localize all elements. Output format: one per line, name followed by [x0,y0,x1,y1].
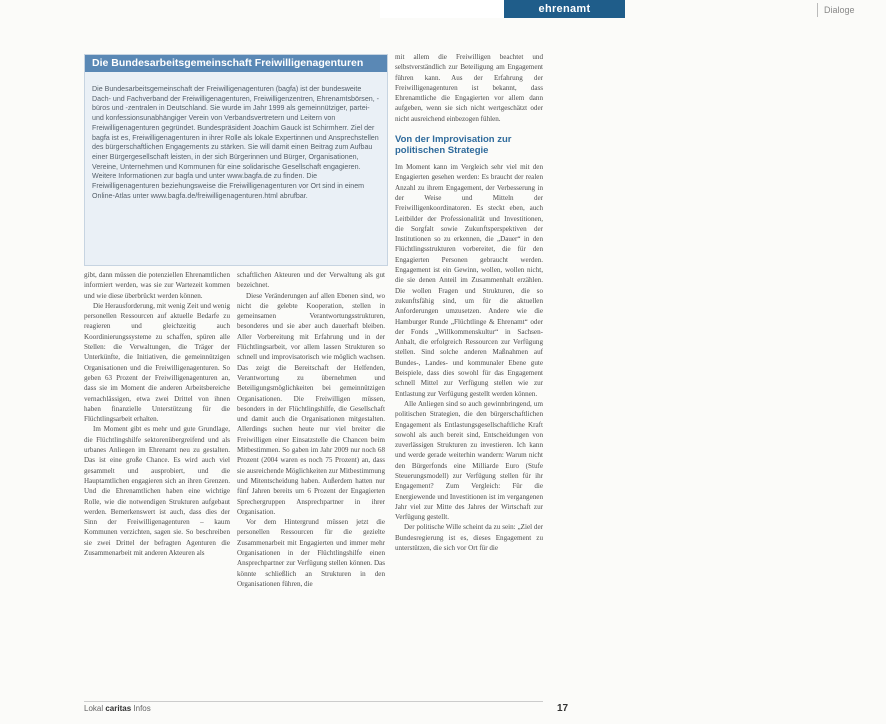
footer-brand-prefix: Lokal [84,704,104,713]
paragraph: mit allem die Freiwilligen beachtet und selbstverständlich zur Beteiligung am Engagement führen kann. Aus der Erfahrung der Freiwilligenagenturen ist bekannt, dass Ehrenamtliche die Engagierten vor allem dann aufgeben, wenn sie sich nicht wertgeschätzt oder nicht ausreichend einbezogen fühlen. [395,53,543,123]
section-label: Dialoge [817,3,886,17]
info-box-text: Die Bundesarbeitsgemeinschaft der Freiwilligenagenturen (bagfa) ist der bundesweite Dach- und Fachverband der Freiwilligenagenturen, Freiwilligenzentren, Ehrenamtsbörsen, -büros und -zentralen in Deutschland. Sie wurde im Jahr 1999 als gemeinnütziger, partei- und konfessionsunabhängiger Verein von Verbandsvertretern und Leitern von Freiwilligenagenturen gegründet. Bundespräsident Joachim Gauck ist Schirmherr. Ziel der bagfa ist es, Freiwilligenagenturen in ihrer Rolle als lokale Expertinnen und Ansprechstellen des bürgerschaftlichen Engagements zu stärken. Sie will damit einen Beitrag zum Aufbau einer Bürgergesellschaft leisten, in der sich Bürgerinnen und Bürger, Organisationen, Vereine, Unternehmen und Kommunen für eine solidarische Gesellschaft engagieren. Weitere Informationen zur bagfa und unter www.bagfa.de zu finden. Die Freiwilligenagenturen beziehungsweise die Freiwilligenagenturen vor Ort sind in einem Online-Atlas unter www.bagfa.de/freiwilligenagenturen.html abrufbar. [92,85,380,200]
paragraph: Alle Anliegen sind so auch gewinnbringend, um politischen Strategien, die den bürgerschaftlichen Engagement als Entlastungsgesellschaftliche Kraft sowohl als auch bereit sind, Entscheidungen von zuverlässigen Strukturen zu investieren. Ich kann und werde gerade weiterhin wandern: Warum nicht den Bürgerfonds eine Milliarde Euro (Stufe Steuerungsmodell) zur Verfügung stellen für ihr Engagement? Zum Vergleich: Für die Energiewende und Investitionen ist im vergangenen Jahr viel zur Mitte des Jahres der Wirtschaft zur Verfügung gestellt. [395,399,543,522]
footer-rule [84,701,543,702]
paragraph: Im Moment kann im Vergleich sehr viel mit den Engagierten gesehen werden: Es braucht der realen Anzahl zu ihrem Engagement, der Verbesserung in der Weise und Mitteln der Freiwilligenkoordinatoren. Es steckt eben, auch Leitbilder der Professionalität und Investitionen, die Sorgfalt sowie Zukunftsperspektiven der Institutionen so zu erkennen, die „Dauer“ in den Flüchtlingsstrukturen vorbereitet, die für den Engagierten Personen gebraucht werden. Engagement ist ein Gewinn, wollen, wollen nicht, die sie denen Anteil im Zusammenhalt erzählen. Die wollen Fragen und Strukturen, die so zukunftsfähig sind, um für die aktuellen Anforderungen umzusetzen. Andere wie die Hamburger Runde „Flüchtlinge & Ehrenamt“ oder der Fonds „Willkommenskultur“ in Sachsen-Anhalt, die erfolgreich Ressourcen zur Verfügung stellen. Sind solche anderen Maßnahmen auf Bundes-, Landes- und kommunaler Ebene gute Beispiele, dass dies sowohl für das Engagement schnell Mittel zur Verfügung stellen wie zur Entlastung zur Verfügung gestellt werden können. [395,163,543,398]
footer-brand [84,704,151,713]
info-box [84,54,388,266]
brand-tab: ehrenamt [504,0,625,18]
paragraph: gibt, dann müssen die potenziellen Ehrenamtlichen informiert werden, was sie zur Wartezeit kommen und wie diese überbrückt werden können. [84,271,230,300]
footer-brand-suffix: Infos [133,704,151,713]
info-box-title: Die Bundesarbeitsgemeinschaft Freiwilligenagenturen [85,55,387,72]
header-bar [380,0,855,18]
column-middle [237,270,385,589]
section-heading: Von der Improvisation zur politischen Strategie [395,134,512,157]
column-left [84,270,230,558]
paragraph: Die Herausforderung, mit wenig Zeit und wenig personellen Ressourcen auf aktuelle Bedarfe zu reagieren und gleichzeitig auch Koordinierungssysteme zu schaffen, spüren alle Stellen: die Verwaltungen, die Träger der Unterkünfte, die Initiativen, die gemeinnützigen Organisationen und die Freiwilligenagenturen. So geben 63 Prozent der Freiwilligenagenturen an, dass sie im Moment die anderen Arbeitsbereiche vernachlässigen, etwa zwei Drittel von ihnen haben finanzielle Unterstützung für die Flüchtlingsarbeit erhalten. [84,301,230,424]
column-right [395,52,543,553]
paragraph: schaftlichen Akteuren und der Verwaltung als gut bezeichnet. [237,271,385,290]
paragraph: Der politische Wille scheint da zu sein: „Ziel der Bundesregierung ist es, dieses Engagement zu unterstützen, die sich vor Ort für die [395,523,543,553]
paragraph: Diese Veränderungen auf allen Ebenen sind, wo nicht die gelebte Kooperation, stellen in gemeinsamen Verantwortungsstrukturen, besonderes und sie aber auch dauerhaft bleiben. Aller Vorbereitung mit Erfahrung und in der Flüchtlingsarbeit, vor allem lassen Strukturen so schnell und improvisatorisch wie möglich wachsen. Das zeigt die Bereitschaft der Helfenden, Verantwortung zu übernehmen und Beteiligungsmöglichkeiten bei gemeinnützigen Organisationen. Die Freiwilligen müssen, besonders in der Flüchtlingshilfe, die Gesellschaft und damit auch die Organisationen mitgestalten. Allerdings suchen heute nur viel breiter die Freiwilligen einer Einsatzstelle die Chancen beim Mitbestimmen. So gaben im Jahr 2009 nur noch 68 Prozent (2004 waren es noch 75 Prozent) an, dass sie ausreichende Möglichkeiten zur Mitbestimmung und Mitentscheidung haben. Außerdem hatten nur fünf Jahren bereits um 6 Prozent der Engagierten Sprechergruppen Ansprechpartner in ihrer Organisation. [237,291,385,516]
paragraph: Im Moment gibt es mehr und gute Grundlage, die Flüchtlingshilfe sektorenübergreifend und als urbanes Anliegen im Ehrenamt neu zu gestalten. Das ist eine große Chance. Es wird auch viel gesammelt und ausprobiert, und die Hauptamtlichen engagieren sich an ihren Grenzen. Und die Ehrenamtlichen haben eine wichtige Rolle, wie die notwendigen Strukturen aufgebaut werden. Bemerkenswert ist auch, dass dies der Sinn der Freiwilligenagenturen – kaum Kommunen verzichten, sagen sie. So beschreiben sie zwei Drittel der befragten Agenturen die Zusammenarbeit mit anderen Akteuren als [84,425,230,558]
page-number: 17 [557,703,569,714]
footer-brand-name: caritas [105,704,132,713]
paragraph: Vor dem Hintergrund müssen jetzt die personellen Ressourcen für die gezielte Zusammenarbeit mit Engagierten und immer mehr Organisationen in der Flüchtlingshilfe einen Ansprechpartner zur Verfügung stellen können. Das könnte schließlich an Strukturen in den Organisationen führen, die [237,518,385,588]
